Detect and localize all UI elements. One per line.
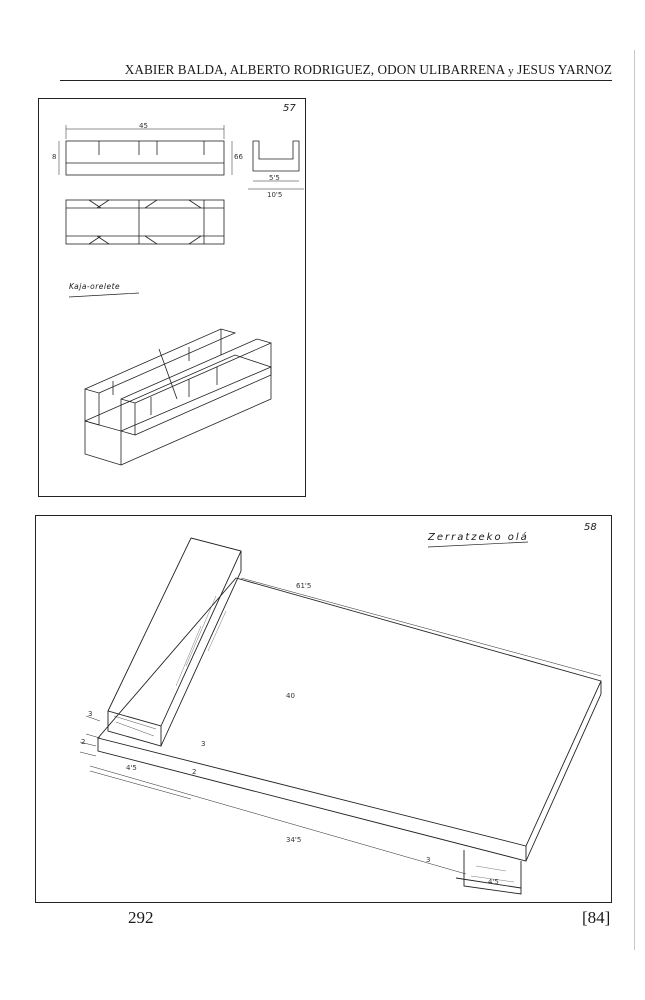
page-number-left: 292 [128, 908, 154, 927]
dim-left-thickness: 2 [81, 738, 86, 746]
dim-bottom-length: 34'5 [286, 836, 302, 844]
dim-board-width: 40 [286, 692, 295, 700]
dim-top-length: 61'5 [296, 582, 312, 590]
header-conjunction: y [508, 65, 514, 77]
page-number-right: [84] [582, 908, 611, 927]
header-authors: XABIER BALDA, ALBERTO RODRIGUEZ, ODON ULIBARRENA [124, 62, 505, 77]
dim-height-right: 66 [234, 153, 243, 161]
dim-end-width: 4'5 [488, 878, 499, 886]
dim-outer-width: 10'5 [267, 191, 283, 199]
board-top [98, 578, 601, 846]
figure-58-sawing-board [35, 515, 612, 903]
figure-58-number: 58 [584, 522, 597, 533]
dim-block-height: 3 [88, 710, 93, 718]
figure-57-miter-box [38, 98, 306, 497]
header-last-author: JESUS YARNOZ [517, 62, 612, 77]
dim-height-left: 8 [52, 153, 57, 161]
plan-outline [66, 200, 224, 244]
running-header [60, 62, 612, 81]
figure-57-title: Kaja-orelete [69, 282, 121, 291]
dim-inner-mark: 3 [201, 740, 206, 748]
stop-block [108, 538, 241, 746]
dim-inner-width: 5'5 [269, 174, 280, 182]
dim-left-mark: 2 [192, 768, 197, 776]
dim-length: 45 [139, 122, 148, 130]
miter-box-drawing [39, 99, 305, 496]
miter-box-isometric [85, 329, 271, 465]
elevation-outline [66, 141, 224, 175]
dim-bottom-mark: 3 [426, 856, 431, 864]
sawing-board-drawing [36, 516, 611, 902]
figure-57-number: 57 [283, 103, 296, 114]
dim-left-offset: 4'5 [126, 764, 137, 772]
section-outline [253, 141, 299, 171]
figure-58-title: Zerratzeko olá [428, 532, 529, 543]
page-edge-rule [634, 50, 635, 950]
